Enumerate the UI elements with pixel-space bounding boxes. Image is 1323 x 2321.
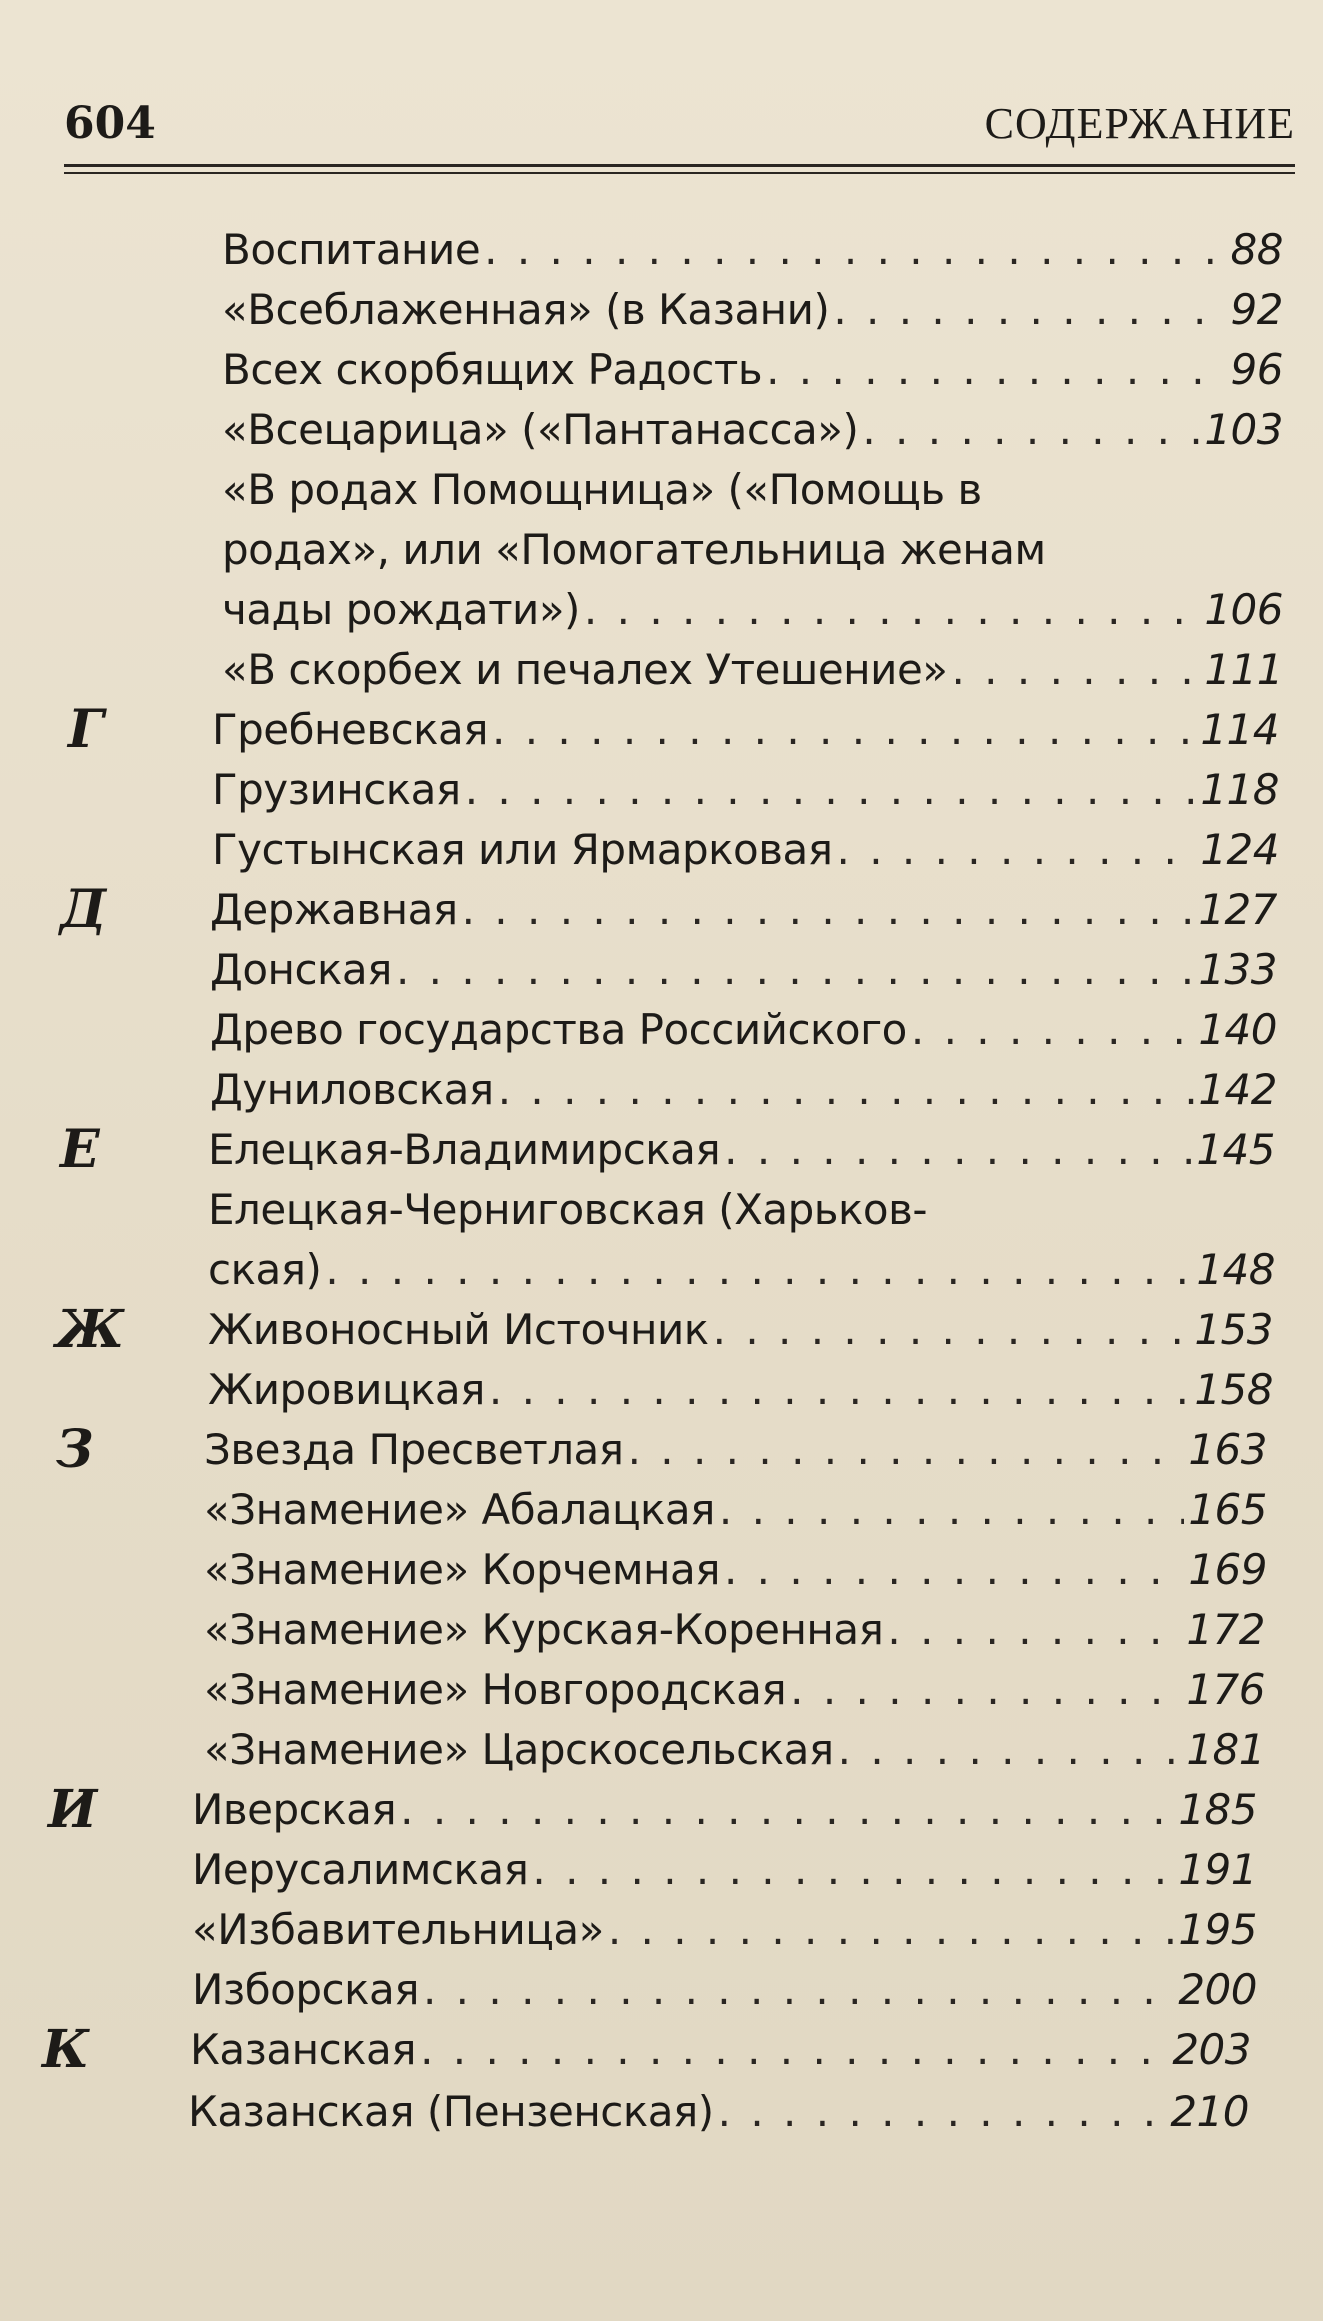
toc-entry[interactable] xyxy=(210,880,1277,940)
toc-entry[interactable] xyxy=(204,1720,1265,1780)
entry-title: Казанская xyxy=(190,2025,417,2074)
entry-page: 92 xyxy=(1230,285,1283,334)
dot-leader xyxy=(498,1060,1195,1120)
dot-leader xyxy=(724,1120,1192,1180)
entry-page: 172 xyxy=(1186,1605,1265,1654)
dot-leader xyxy=(400,1780,1174,1840)
toc-entry[interactable] xyxy=(192,1900,1257,1960)
toc-entry-line: родах», или «Помогательница женам xyxy=(222,525,1046,574)
entry-title: «Избавительница» xyxy=(192,1905,604,1954)
dot-leader xyxy=(718,2082,1167,2142)
entry-title: ская) xyxy=(208,1245,322,1294)
entry-page: 127 xyxy=(1198,885,1277,934)
toc-entry[interactable] xyxy=(222,640,1283,700)
toc-entry[interactable] xyxy=(204,1540,1267,1600)
entry-title: Державная xyxy=(210,885,458,934)
dot-leader xyxy=(423,1960,1174,2020)
entry-page: 200 xyxy=(1178,1965,1257,2014)
dot-leader xyxy=(838,1720,1183,1780)
entry-page: 111 xyxy=(1204,645,1283,694)
dot-leader xyxy=(325,1240,1192,1300)
entry-page: 124 xyxy=(1200,825,1279,874)
entry-page: 158 xyxy=(1194,1365,1273,1414)
entry-title: Изборская xyxy=(192,1965,419,2014)
entry-page: 142 xyxy=(1198,1065,1277,1114)
entry-title: Густынская или Ярмарковая xyxy=(212,825,833,874)
dot-leader xyxy=(766,340,1226,400)
toc-entry[interactable] xyxy=(204,1420,1267,1480)
toc-entry[interactable] xyxy=(208,1120,1275,1180)
entry-title: «Всеблаженная» (в Казани) xyxy=(222,285,830,334)
entry-title: Иерусалимская xyxy=(192,1845,529,1894)
entry-page: 148 xyxy=(1196,1245,1275,1294)
dot-leader xyxy=(911,1000,1194,1060)
entry-page: 163 xyxy=(1188,1425,1267,1474)
toc-entry[interactable] xyxy=(222,580,1283,640)
dot-leader xyxy=(608,1900,1175,1960)
dot-leader xyxy=(484,220,1226,280)
header-rule-bottom xyxy=(64,172,1295,174)
dot-leader xyxy=(837,820,1197,880)
dot-leader xyxy=(420,2020,1168,2080)
toc-entry[interactable] xyxy=(212,820,1279,880)
entry-page: 118 xyxy=(1200,765,1279,814)
entry-page: 103 xyxy=(1204,405,1283,454)
entry-title: Жировицкая xyxy=(208,1365,485,1414)
entry-page: 176 xyxy=(1186,1665,1265,1714)
dot-leader xyxy=(492,700,1196,760)
entry-page: 114 xyxy=(1200,705,1279,754)
page-header xyxy=(64,92,1295,152)
toc-entry[interactable] xyxy=(208,1300,1273,1360)
entry-page: 145 xyxy=(1196,1125,1275,1174)
toc-entry[interactable] xyxy=(222,340,1283,400)
toc-entry[interactable] xyxy=(210,1060,1277,1120)
entry-title: чады рождати») xyxy=(222,585,580,634)
entry-title: «Знамение» Корчемная xyxy=(204,1545,720,1594)
entry-title: Звезда Пресветлая xyxy=(204,1425,624,1474)
section-letter: Д xyxy=(60,879,107,940)
dot-leader xyxy=(628,1420,1185,1480)
dot-leader xyxy=(790,1660,1182,1720)
dot-leader xyxy=(833,280,1226,340)
dot-leader xyxy=(462,880,1195,940)
toc-entry[interactable] xyxy=(192,1960,1257,2020)
entry-page: 96 xyxy=(1230,345,1283,394)
entry-title: Грузинская xyxy=(212,765,461,814)
toc-entry-line: «В родах Помощница» («Помощь в xyxy=(222,465,982,514)
toc-entry[interactable] xyxy=(204,1660,1265,1720)
toc-entry[interactable] xyxy=(204,1600,1265,1660)
toc-entry[interactable] xyxy=(204,1480,1267,1540)
page-number: 604 xyxy=(64,98,156,149)
toc-entry[interactable] xyxy=(212,760,1279,820)
toc-entry[interactable] xyxy=(210,940,1277,1000)
toc-entry[interactable] xyxy=(222,400,1283,460)
dot-leader xyxy=(713,1300,1191,1360)
section-letter: Г xyxy=(68,699,104,760)
entry-page: 181 xyxy=(1186,1725,1265,1774)
entry-title: Казанская (Пензенская) xyxy=(188,2087,714,2136)
running-title: СОДЕРЖАНИЕ xyxy=(984,99,1295,148)
dot-leader xyxy=(465,760,1197,820)
dot-leader xyxy=(887,1600,1182,1660)
entry-title: «Знамение» Курская-Коренная xyxy=(204,1605,884,1654)
entry-page: 165 xyxy=(1188,1485,1267,1534)
section-letter: Ж xyxy=(56,1299,125,1360)
entry-title: «Знамение» Новгородская xyxy=(204,1665,787,1714)
entry-page: 153 xyxy=(1194,1305,1273,1354)
toc-entry-line: Елецкая-Черниговская (Харьков- xyxy=(208,1185,927,1234)
entry-title: «В скорбех и печалех Утешение» xyxy=(222,645,948,694)
dot-leader xyxy=(532,1840,1174,1900)
entry-page: 88 xyxy=(1230,225,1283,274)
toc-entry[interactable] xyxy=(188,2082,1249,2142)
entry-title: «Всецарица» («Пантанасса») xyxy=(222,405,859,454)
dot-leader xyxy=(396,940,1194,1000)
entry-title: Дуниловская xyxy=(210,1065,494,1114)
dot-leader xyxy=(724,1540,1184,1600)
dot-leader xyxy=(584,580,1200,640)
toc-entry[interactable] xyxy=(208,1360,1273,1420)
entry-title: «Знамение» Царскосельская xyxy=(204,1725,834,1774)
toc-entry[interactable] xyxy=(192,1840,1257,1900)
entry-title: Всех скорбящих Радость xyxy=(222,345,763,394)
section-letter: К xyxy=(42,2019,90,2080)
toc-entry[interactable] xyxy=(212,700,1279,760)
section-letter: Е xyxy=(60,1119,100,1180)
entry-page: 191 xyxy=(1178,1845,1257,1894)
entry-page: 185 xyxy=(1178,1785,1257,1834)
entry-title: Донская xyxy=(210,945,392,994)
toc-entry[interactable] xyxy=(222,280,1283,340)
entry-page: 203 xyxy=(1172,2025,1251,2074)
entry-page: 106 xyxy=(1204,585,1283,634)
entry-title: «Знамение» Абалацкая xyxy=(204,1485,715,1534)
entry-page: 195 xyxy=(1178,1905,1257,1954)
entry-title: Древо государства Российского xyxy=(210,1005,907,1054)
toc-entry[interactable] xyxy=(190,2020,1251,2080)
toc-entry[interactable] xyxy=(208,1240,1275,1300)
entry-title: Гребневская xyxy=(212,705,489,754)
entry-page: 210 xyxy=(1170,2087,1249,2136)
dot-leader xyxy=(719,1480,1184,1540)
dot-leader xyxy=(951,640,1200,700)
entry-page: 133 xyxy=(1198,945,1277,994)
toc-entry[interactable] xyxy=(210,1000,1277,1060)
entry-title: Елецкая-Владимирская xyxy=(208,1125,721,1174)
entry-title: Иверская xyxy=(192,1785,397,1834)
section-letter: И xyxy=(48,1779,98,1840)
section-letter: З xyxy=(56,1419,94,1480)
entry-title: Живоносный Источник xyxy=(208,1305,709,1354)
entry-page: 140 xyxy=(1198,1005,1277,1054)
toc-entry[interactable] xyxy=(222,220,1283,280)
toc-entry[interactable] xyxy=(192,1780,1257,1840)
dot-leader xyxy=(862,400,1200,460)
entry-title: Воспитание xyxy=(222,225,481,274)
entry-page: 169 xyxy=(1188,1545,1267,1594)
dot-leader xyxy=(489,1360,1190,1420)
header-rule-top xyxy=(64,164,1295,167)
